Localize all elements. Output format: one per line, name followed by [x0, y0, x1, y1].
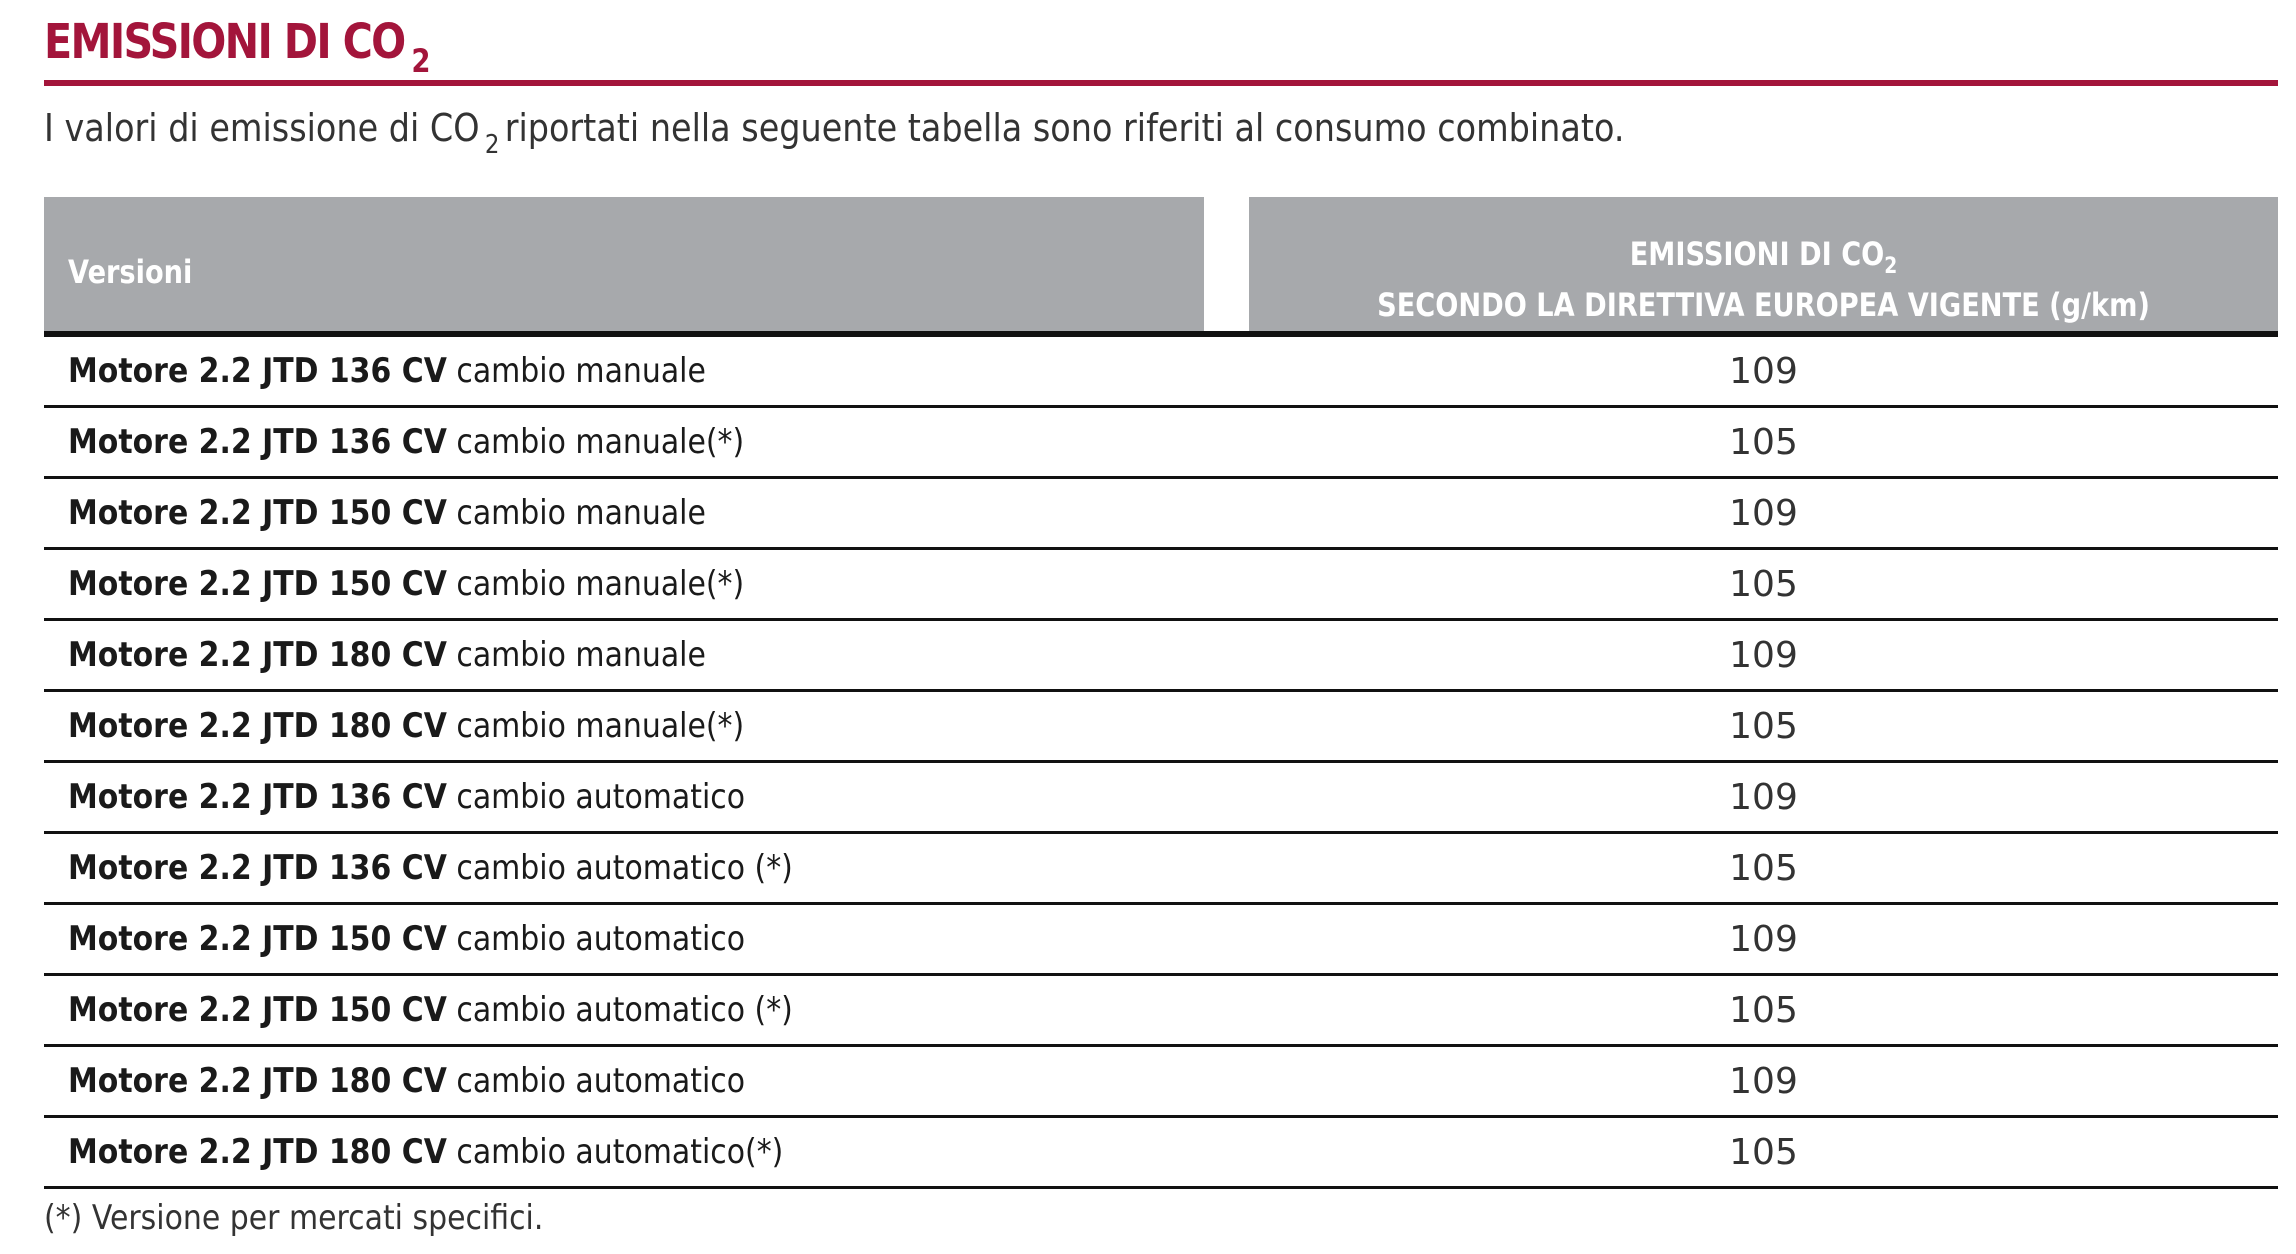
table-row	[44, 550, 2278, 621]
table-row	[44, 479, 2278, 550]
row-emission-value: 105	[1729, 564, 1798, 605]
table-row	[44, 1118, 2278, 1189]
row-emission-value: 105	[1729, 706, 1798, 747]
row-emission-value: 109	[1729, 635, 1798, 676]
table-row	[44, 976, 2278, 1047]
header-cell-emissions	[1249, 197, 2278, 331]
row-emission-value: 105	[1729, 848, 1798, 889]
header-cell-versions	[44, 197, 1204, 331]
row-gearbox: cambio manuale(*)	[456, 564, 745, 604]
row-gearbox: cambio manuale	[456, 493, 706, 533]
header-emissions-line-1	[1326, 231, 2201, 282]
row-version	[68, 706, 744, 746]
row-engine: Motore 2.2 JTD 180 CV	[68, 635, 447, 675]
row-engine: Motore 2.2 JTD 180 CV	[68, 1061, 447, 1101]
row-version	[68, 990, 793, 1030]
row-version	[68, 777, 745, 817]
table-row	[44, 337, 2278, 408]
row-engine: Motore 2.2 JTD 136 CV	[68, 351, 447, 391]
table-row	[44, 692, 2278, 763]
row-engine: Motore 2.2 JTD 136 CV	[68, 848, 447, 888]
row-gearbox: cambio manuale	[456, 351, 706, 391]
row-gearbox: cambio manuale(*)	[456, 422, 745, 462]
table-header	[44, 197, 2278, 337]
row-engine: Motore 2.2 JTD 136 CV	[68, 777, 447, 817]
row-version	[68, 564, 744, 604]
header-emissions-line-1-text: EMISSIONI DI CO	[1629, 235, 1885, 273]
row-emission-value: 109	[1729, 1061, 1798, 1102]
row-emission-value: 109	[1729, 351, 1798, 392]
row-gearbox: cambio manuale	[456, 635, 706, 675]
row-version	[68, 1061, 745, 1101]
table-row	[44, 621, 2278, 692]
table-row	[44, 834, 2278, 905]
row-engine: Motore 2.2 JTD 136 CV	[68, 422, 447, 462]
row-version	[68, 351, 706, 391]
row-engine: Motore 2.2 JTD 180 CV	[68, 706, 447, 746]
row-engine: Motore 2.2 JTD 150 CV	[68, 990, 447, 1030]
row-engine: Motore 2.2 JTD 150 CV	[68, 564, 447, 604]
row-engine: Motore 2.2 JTD 150 CV	[68, 493, 447, 533]
intro-paragraph	[44, 106, 1625, 160]
row-gearbox: cambio automatico(*)	[456, 1132, 784, 1172]
row-version	[68, 848, 793, 888]
row-engine: Motore 2.2 JTD 150 CV	[68, 919, 447, 959]
row-emission-value: 105	[1729, 422, 1798, 463]
row-emission-value: 105	[1729, 990, 1798, 1031]
table-row	[44, 763, 2278, 834]
table-row	[44, 905, 2278, 976]
page-title	[44, 14, 429, 80]
row-gearbox: cambio automatico (*)	[456, 990, 793, 1030]
row-version	[68, 422, 744, 462]
document-page	[44, 0, 2278, 1254]
row-engine: Motore 2.2 JTD 180 CV	[68, 1132, 447, 1172]
row-emission-value: 105	[1729, 1132, 1798, 1173]
row-version	[68, 493, 706, 533]
row-gearbox: cambio automatico	[456, 1061, 746, 1101]
row-version	[68, 919, 745, 959]
row-emission-value: 109	[1729, 919, 1798, 960]
row-emission-value: 109	[1729, 777, 1798, 818]
page-title-subscript: 2	[411, 42, 429, 80]
row-version	[68, 1132, 783, 1172]
title-divider	[44, 80, 2278, 86]
table-row	[44, 1047, 2278, 1118]
emissions-table	[44, 197, 2278, 1189]
row-version	[68, 635, 706, 675]
intro-text-before: I valori di emissione di CO	[44, 106, 480, 150]
row-gearbox: cambio automatico	[456, 919, 746, 959]
row-emission-value: 109	[1729, 493, 1798, 534]
intro-text-after: riportati nella seguente tabella sono riferiti al consumo combinato.	[504, 106, 1625, 150]
header-label-emissions	[1249, 231, 2278, 328]
header-emissions-subscript: 2	[1884, 254, 1898, 279]
table-row	[44, 408, 2278, 479]
row-gearbox: cambio manuale(*)	[456, 706, 745, 746]
header-emissions-line-2: SECONDO LA DIRETTIVA EUROPEA VIGENTE (g/km)	[1377, 286, 2150, 324]
row-gearbox: cambio automatico	[456, 777, 746, 817]
intro-subscript: 2	[484, 130, 500, 160]
header-label-versions: Versioni	[68, 253, 193, 291]
row-gearbox: cambio automatico (*)	[456, 848, 793, 888]
page-title-text: EMISSIONI DI CO	[44, 14, 405, 70]
footnote: (*) Versione per mercati specifici.	[44, 1198, 544, 1238]
